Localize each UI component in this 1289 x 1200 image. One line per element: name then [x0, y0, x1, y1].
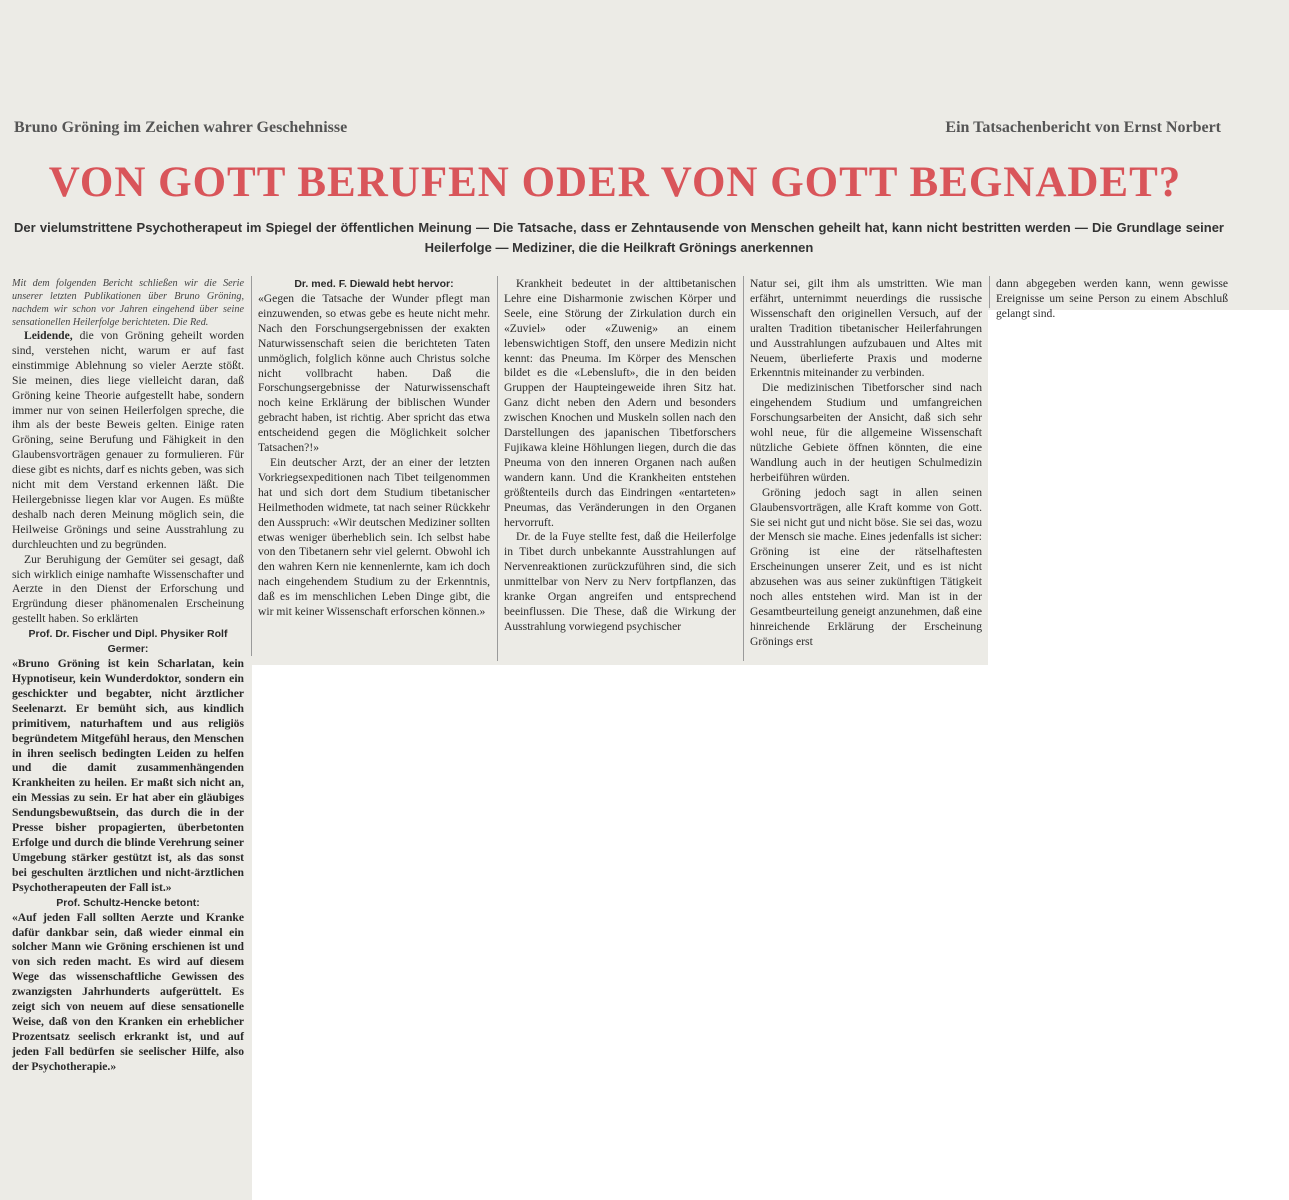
quote-diewald: «Gegen die Tatsache der Wunder pflegt man einzuwenden, so etwas gebe es heute nicht mehr. Nach den Forschungsergebnissen der exakten Naturwissenschaft seien die berichteten Taten unmöglich, folglich könne auch Christus solche nicht vollbracht haben. Daß die Forschungsergebnisse der Naturwissenschaft noch keine Erklärung der biblischen Wunder gebracht haben, ist richtig. Aber spricht das etwa entscheidend gegen die Möglichkeit solcher Tatsachen?!» [258, 292, 490, 455]
paragraph: Ein deutscher Arzt, der an einer der letzten Vorkriegsexpeditionen nach Tibet teilgenommen hat und sich dort dem Studium tibetanischer Heilmethoden widmete, tat nach seiner Rückkehr den Ausspruch: «Wir deutschen Mediziner sollten etwas weniger überheblich sein. Ich selbst habe von den Tibetanern sehr viel gelernt. Obwohl ich den wahren Kern nie kennenlernte, kam ich doch nach eingehendem Studium zu der Erkenntnis, daß es im menschlichen Leben Dinge gibt, die wir mit keiner Wissenschaft erforschen können.» [258, 455, 490, 619]
paragraph: dann abgegeben werden kann, wenn gewisse Ereignisse um seine Person zu einem Abschluß gelangt sind. [996, 277, 1228, 320]
section-heading-fischer: Prof. Dr. Fischer und Dipl. Physiker Rolf Germer: [28, 628, 228, 656]
paragraph-lead: Leidende, [24, 329, 73, 342]
kicker-series-title: Bruno Gröning im Zeichen wahrer Geschehnisse [14, 119, 348, 136]
paragraph-body: die von Gröning geheilt worden sind, verstehen nicht, warum er auf fast einstimmige Ablehnung so vieler Aerzte stößt. Sie meinen, dies liege vielleicht daran, daß Gröning keine Theorie aufgestellt habe, sondern immer nur von seinen Heilerfolgen spreche, die ihm als der beste Beweis gelten. Einige raten Gröning, seine Berufung und Fähigkeit in den Glaubensvorträgen genauer zu formulieren. Für diese gibt es nichts, darf es nichts geben, was sich nicht mit dem Verstand erkennen läßt. Die Heilergebnisse liegen klar vor Augen. Es müßte deshalb nach deren Meinung möglich sein, die Heilweise Grönings und seine Ausstrahlung zu durchleuchten und zu begründen. [12, 329, 244, 551]
paragraph [12, 329, 244, 553]
paragraph: Die medizinischen Tibetforscher sind nach eingehendem Studium und umfangreichen Forschungsarbeiten der Ansicht, daß sich sehr wohl neue, für die allgemeine Wissenschaft nützliche Gebiete öffnen könnten, die eine Wandlung auch in der heutigen Schulmedizin herbeiführen würden. [750, 381, 982, 484]
column-rule [497, 276, 498, 661]
text-column-4 [750, 277, 982, 665]
deck-subheadline: Der vielumstrittene Psychotherapeut im Spiegel der öffentlichen Meinung — Die Tatsache, dass er Zehntausende von Menschen geheilt hat, kann nicht bestritten werden — Die Grundlage seiner Heilerfolge — Mediziner, die die Heilkraft Grönings anerkennen [14, 220, 1224, 255]
paragraph: Gröning jedoch sagt in allen seinen Glaubensvorträgen, alle Kraft komme von Gott. Sie sei nicht gut und nicht böse. Sie sei das, wozu der Mensch sie mache. Eines jedenfalls ist sicher: Gröning ist eine der rätselhaftesten Erscheinungen unserer Zeit, und es ist nicht abzusehen was aus seiner zukünftigen Tätigkeit noch alles entstehen wird. Man ist in der Gesamtbeurteilung geneigt anzunehmen, daß eine hinreichende Erklärung der Erscheinung Grönings erst [750, 485, 982, 648]
paragraph: Dr. de la Fuye stellte fest, daß die Heilerfolge in Tibet durch unbekannte Ausstrahlungen auf Nervenreaktionen zurückzuführen sind, die sich unmittelbar von Nerv zu Nerv fortpflanzen, das kranke Organ angreifen und entsprechend beeinflussen. Die These, daß die Wirkung der Ausstrahlung vorwiegend psychischer [504, 530, 736, 633]
text-column-2 [258, 277, 490, 665]
kicker-byline: Ein Tatsachenbericht von Ernst Norbert [945, 119, 1221, 136]
quote-fischer: «Bruno Gröning ist kein Scharlatan, kein Hypnotiseur, kein Wunderdoktor, sondern ein geschickter und begabter, nicht ärztlicher Seelenarzt. Er bemüht sich, aus kindlich primitivem, naturhaftem und aus religiös begründetem Mitgefühl heraus, den Menschen in ihren seelisch bedingten Leiden zu helfen und die damit zusammenhängenden Krankheiten zu heilen. Er maßt sich nicht an, ein Messias zu sein. Er hat aber ein gläubiges Sendungsbewußtsein, das durch die in der Presse bisher propagierten, überbetonten Erfolge und durch die blinde Verehrung seiner Umgebung stärker gestützt ist, als das sonst bei geschulten ärztlichen und nicht-ärztlichen Psychotherapeuten der Fall ist.» [12, 657, 244, 894]
paragraph: Krankheit bedeutet in der alttibetanischen Lehre eine Disharmonie zwischen Körper und Seele, eine Störung der Zirkulation durch ein «Zuviel» oder «Zuwenig» an einem lebenswichtigen Stoff, den unsere Medizin nicht kennt: das Pneuma. Im Körper des Menschen bildet es die «Lebensluft», die in den beiden Gruppen der Haupteingeweide ihren Sitz hat. Ganz dicht neben den Adern und besonders zwischen Knochen und Muskeln sollen nach den Darstellungen des japanischen Tibetforschers Fujikawa kleine Höhlungen liegen, durch die das Pneuma von den inneren Organen nach außen wandern kann. Und die Krankheiten entstehen größtenteils durch das Eindringen «entarteten» Pneumas, das Veränderungen in den Organen hervorruft. [504, 277, 736, 529]
editor-note: Mit dem folgenden Bericht schließen wir die Serie unserer letzten Publikationen über Bruno Gröning, nachdem wir schon vor Jahren eingehend über seine sensationellen Heilerfolge berichteten. Die Red. [12, 278, 244, 328]
column-rule [251, 276, 252, 656]
text-column-5 [996, 277, 1228, 320]
text-column-3 [504, 277, 736, 665]
section-heading-diewald: Dr. med. F. Diewald hebt hervor: [294, 278, 454, 290]
quote-schultz-hencke: «Auf jeden Fall sollten Aerzte und Kranke dafür dankbar sein, daß wieder einmal ein solcher Mann wie Gröning erschienen ist und von sich reden macht. Es wird auf diesem Wege das wissenschaftliche Gewissen des zwanzigsten Jahrhunderts aufgerüttelt. Es zeigt sich von neuem auf diese sensationelle Weise, daß von den Kranken ein erheblicher Prozentsatz seelisch erkrankt ist, und auf jeden Fall bedürfen sie seelischer Hilfe, also der Psychotherapie.» [12, 910, 244, 1073]
headline: VON GOTT BERUFEN ODER VON GOTT BEGNADET? [48, 159, 1182, 206]
text-column-1 [12, 277, 244, 1197]
paragraph: Natur sei, gilt ihm als umstritten. Wie man erfährt, unternimmt neuerdings die russische Wissenschaft den originellen Versuch, auf der uralten Tradition tibetanischer Heilerfahrungen und Ausstrahlungen aufzubauen und Altes mit Neuem, überlieferte Praxis und moderne Erkenntnis miteinander zu verbinden. [750, 277, 982, 380]
column-rule [989, 276, 990, 308]
clipping-header-area [0, 0, 1289, 310]
section-heading-schultz-hencke: Prof. Schultz-Hencke betont: [56, 896, 200, 909]
paragraph: Zur Beruhigung der Gemüter sei gesagt, daß sich wirklich einige namhafte Wissenschafter und Aerzte in den Dienst der Erforschung und Ergründung dieser phänomenalen Erscheinung gestellt haben. So erklärten [12, 552, 244, 626]
column-rule [743, 276, 744, 661]
